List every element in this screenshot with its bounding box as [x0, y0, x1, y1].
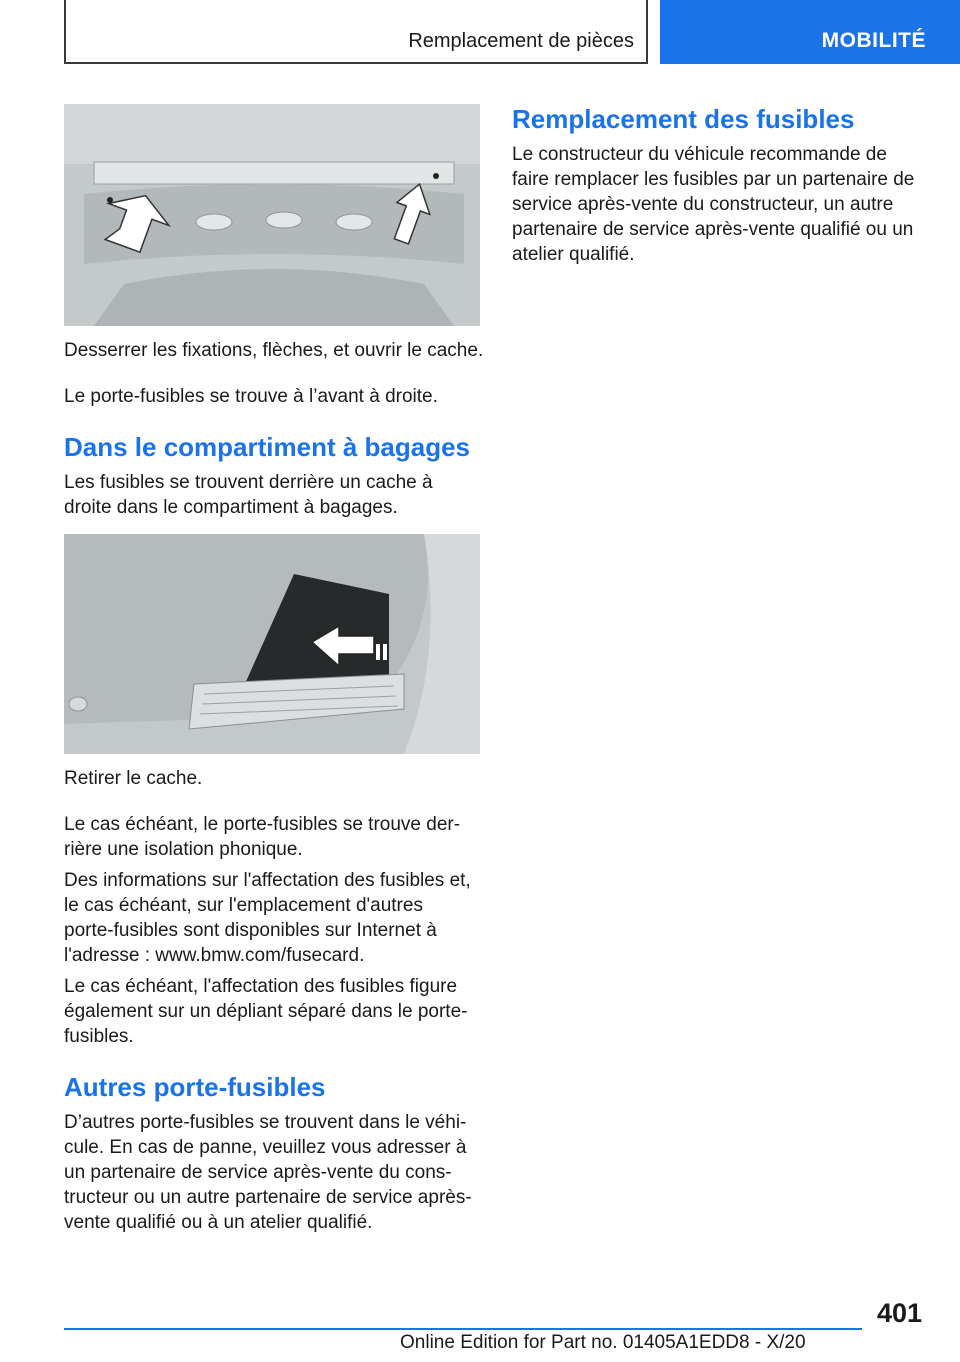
text-front-right: Le porte-fusibles se trouve à l’avant à droite. [64, 386, 438, 407]
paragraph-info-line-4: l'adresse : www.bmw.com/fusecard. [64, 945, 365, 966]
heading-luggage-compartment: Dans le compartiment à bagages [64, 432, 471, 462]
luggage-illustration [64, 534, 480, 754]
paragraph-info-line-3: porte-fusibles sont disponibles sur Internet à [64, 920, 437, 941]
paragraph-replacement-line-1: Le constructeur du véhicule recommande de [512, 144, 887, 165]
paragraph-replacement-line-3: service après-vente du constructeur, un autre [512, 194, 894, 215]
header-section-box [64, 0, 648, 64]
chapter-tab[interactable] [660, 0, 960, 64]
paragraph-luggage-line-2: droite dans le compartiment à bagages. [64, 497, 398, 518]
paragraph-leaflet-line-3: fusibles. [64, 1026, 134, 1047]
cover-illustration [64, 104, 480, 326]
paragraph-leaflet-line-2: également sur un dépliant séparé dans le porte- [64, 1001, 468, 1022]
caption-figure-2: Retirer le cache. [64, 768, 203, 789]
heading-fuse-replacement: Remplacement des fusibles [512, 104, 855, 134]
paragraph-other-line-1: D’autres porte-fusibles se trouvent dans le véhi- [64, 1112, 467, 1133]
paragraph-replacement-line-4: partenaire de service après-vente qualifié ou un [512, 219, 914, 240]
figure-luggage-cover [64, 534, 480, 754]
figure-cover-fixations [64, 104, 480, 326]
page-number: 401 [876, 1298, 922, 1328]
paragraph-luggage-line-1: Les fusibles se trouvent derrière un cache à [64, 472, 433, 493]
paragraph-insulation-line-2: rière une isolation phonique. [64, 839, 303, 860]
paragraph-other-line-4: tructeur ou un autre partenaire de service après- [64, 1187, 472, 1208]
paragraph-other-line-3: un partenaire de service après-vente du cons- [64, 1162, 452, 1183]
paragraph-replacement-line-5: atelier qualifié. [512, 244, 635, 265]
heading-other-fuse-holders: Autres porte-fusibles [64, 1072, 326, 1102]
footer-edition: Online Edition for Part no. 01405A1EDD8 - X/20 [400, 1332, 806, 1353]
paragraph-insulation-line-1: Le cas échéant, le porte-fusibles se trouve der- [64, 814, 461, 835]
chapter-tab-label: MOBILITÉ [821, 29, 926, 52]
paragraph-other-line-5: vente qualifié ou à un atelier qualifié. [64, 1212, 373, 1233]
paragraph-info-line-1: Des informations sur l'affectation des fusibles et, [64, 870, 471, 891]
paragraph-other-line-2: cule. En cas de panne, veuillez vous adresser à [64, 1137, 467, 1158]
paragraph-replacement-line-2: faire remplacer les fusibles par un partenaire de [512, 169, 915, 190]
footer-divider [64, 1328, 862, 1330]
section-title: Remplacement de pièces [408, 30, 634, 52]
caption-figure-1: Desserrer les fixations, flèches, et ouvrir le cache. [64, 340, 484, 361]
paragraph-info-line-2: le cas échéant, sur l'emplacement d'autres [64, 895, 423, 916]
paragraph-leaflet-line-1: Le cas échéant, l'affectation des fusibles figure [64, 976, 458, 997]
